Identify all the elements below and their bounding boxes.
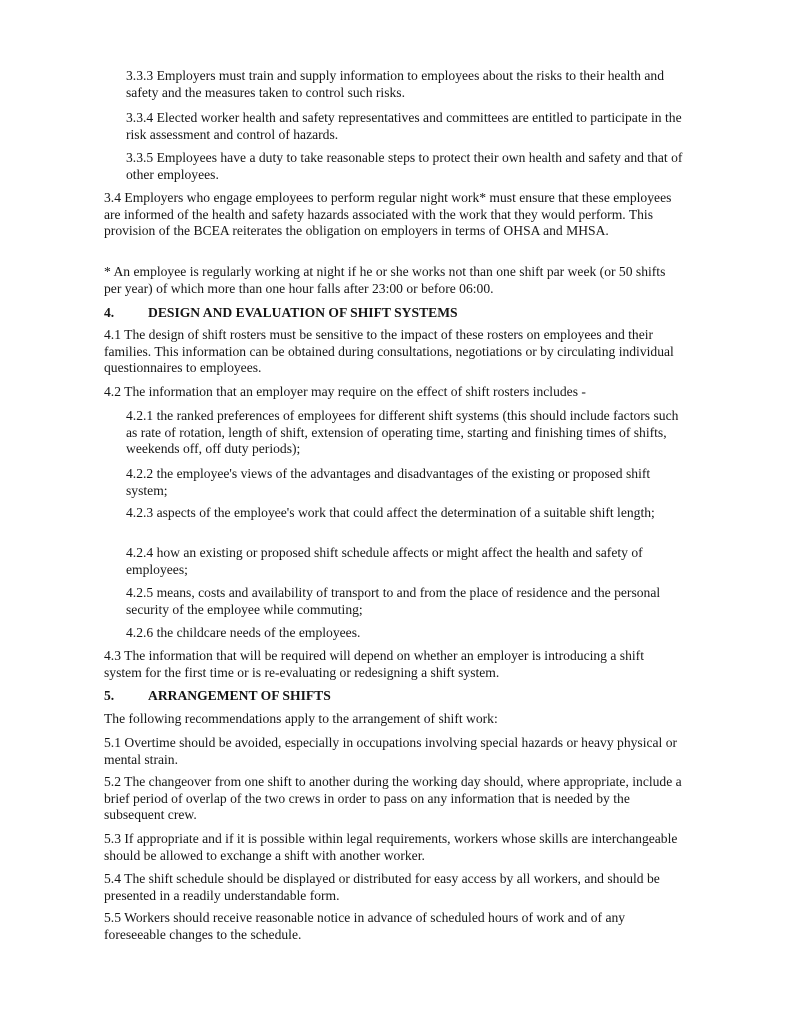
paragraph-3-3-4: 3.3.4 Elected worker health and safety representatives and committees are entitled to participate in the risk assessment and control of hazards. (126, 110, 682, 142)
paragraph-3-3-3: 3.3.3 Employers must train and supply information to employees about the risks to their health and safety and the measures taken to control such risks. (126, 68, 664, 100)
paragraph-4-2-2: 4.2.2 the employee's views of the advantages and disadvantages of the existing or proposed shift system; (126, 466, 651, 498)
night-work-footnote: * An employee is regularly working at night if he or she works not than one shift par week (or 50 shifts per year) of which more than one hour falls after 23:00 or before 06:00. (104, 264, 666, 296)
paragraph-4-2-6: 4.2.6 the childcare needs of the employees. (126, 625, 361, 640)
paragraph-3-4: 3.4 Employers who engage employees to perform regular night work* must ensure that these employees are informed of the health and safety hazards associated with the work that they would perform. This provision of the BCEA reiterates the obligation on employers in terms of OHSA and MHSA. (104, 190, 672, 239)
paragraph-3-3-5: 3.3.5 Employees have a duty to take reasonable steps to protect their own health and safety and that of other employees. (126, 150, 683, 182)
section-title: DESIGN AND EVALUATION OF SHIFT SYSTEMS (148, 305, 458, 320)
paragraph-4-2-1: 4.2.1 the ranked preferences of employees for different shift systems (this should include factors such as rate of rotation, length of shift, extension of operating time, starting and finishing times of shifts, weekends off, off duty periods); (126, 408, 679, 457)
paragraph-5-1: 5.1 Overtime should be avoided, especially in occupations involving special hazards or heavy physical or mental strain. (104, 735, 678, 767)
paragraph-5-4: 5.4 The shift schedule should be displayed or distributed for easy access by all workers, and should be presented in a readily understandable form. (104, 871, 660, 903)
paragraph-4-2-3: 4.2.3 aspects of the employee's work that could affect the determination of a suitable shift length; (126, 505, 655, 520)
paragraph-4-2-5: 4.2.5 means, costs and availability of transport to and from the place of residence and the personal security of the employee while commuting; (126, 585, 661, 617)
section-5-intro: The following recommendations apply to the arrangement of shift work: (104, 711, 498, 726)
paragraph-4-2: 4.2 The information that an employer may require on the effect of shift rosters includes - (104, 384, 586, 399)
section-heading-5 (104, 688, 684, 705)
paragraph-5-2: 5.2 The changeover from one shift to another during the working day should, where appropriate, include a brief period of overlap of the two crews in order to pass on any information that is needed by the subsequent crew. (104, 774, 682, 823)
section-number: 4. (104, 305, 115, 320)
paragraph-4-1: 4.1 The design of shift rosters must be sensitive to the impact of these rosters on employees and their families. This information can be obtained during consultations, negotiations or by circulating individual questionnaires to employees. (104, 327, 674, 376)
paragraph-5-3: 5.3 If appropriate and if it is possible within legal requirements, workers whose skills are interchangeable should be allowed to exchange a shift with another worker. (104, 831, 678, 863)
section-title: ARRANGEMENT OF SHIFTS (148, 688, 331, 703)
section-number: 5. (104, 688, 115, 703)
paragraph-4-3: 4.3 The information that will be required will depend on whether an employer is introducing a shift system for the first time or is re-evaluating or redesigning a shift system. (104, 648, 644, 680)
section-heading-4 (104, 305, 684, 322)
paragraph-5-5: 5.5 Workers should receive reasonable notice in advance of scheduled hours of work and of any foreseeable changes to the schedule. (104, 910, 626, 942)
paragraph-4-2-4: 4.2.4 how an existing or proposed shift schedule affects or might affect the health and safety of employees; (126, 545, 643, 577)
